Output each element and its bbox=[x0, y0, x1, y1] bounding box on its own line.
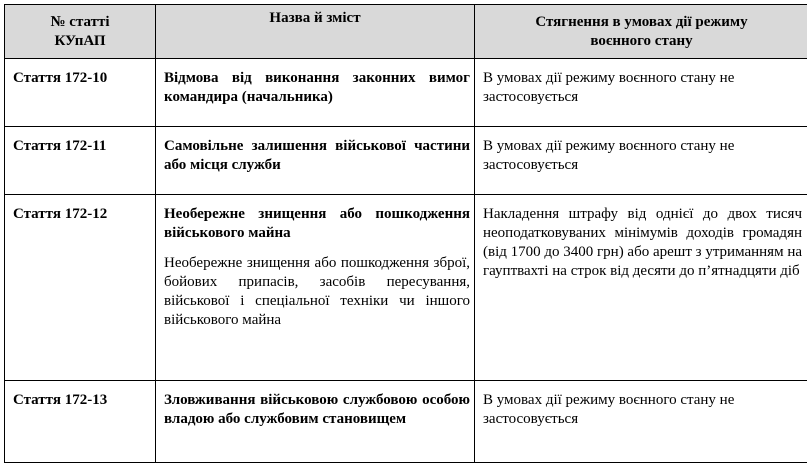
header-name-label: Назва й зміст bbox=[269, 10, 361, 26]
header-article-label: № статті КУпАП bbox=[50, 13, 110, 49]
article-title: Необережне знищення або пошкодження військового майна bbox=[164, 206, 470, 241]
table-row bbox=[5, 195, 807, 381]
table-row bbox=[5, 127, 807, 195]
article-penalty: В умовах дії режиму воєнного стану не застосовується bbox=[475, 127, 807, 195]
article-description: Необережне знищення або пошкодження зброї, бойових припасів, засобів пересування, військової і спеціальної техніки чи іншого військового майна bbox=[164, 255, 470, 328]
article-title: Зловживання військовою службовою особою владою або службовим становищем bbox=[164, 392, 470, 427]
header-penalty-label: Стягнення в умовах дії режиму воєнного стану bbox=[535, 13, 748, 49]
article-content bbox=[156, 59, 475, 127]
article-penalty: Накладення штрафу від однієї до двох тисяч неоподатковуваних мінімумів доходів громадян (від 1700 до 3400 грн) або арешт з утриманням на гауптвахті на строк від десяти до п’ятнадцяти діб bbox=[475, 195, 807, 381]
article-number: Стаття 172-11 bbox=[5, 127, 156, 195]
table-row bbox=[5, 59, 807, 127]
header-row bbox=[5, 5, 807, 59]
article-number: Стаття 172-13 bbox=[5, 381, 156, 463]
table-row bbox=[5, 381, 807, 463]
article-content bbox=[156, 127, 475, 195]
header-name bbox=[156, 5, 475, 59]
header-article bbox=[5, 5, 156, 59]
header-penalty bbox=[475, 5, 807, 59]
article-number: Стаття 172-12 bbox=[5, 195, 156, 381]
article-title: Відмова від виконання законних вимог командира (начальника) bbox=[164, 70, 470, 105]
articles-table bbox=[4, 4, 807, 463]
article-title: Самовільне залишення військової частини або місця служби bbox=[164, 138, 470, 173]
article-number: Стаття 172-10 bbox=[5, 59, 156, 127]
article-content bbox=[156, 381, 475, 463]
article-penalty: В умовах дії режиму воєнного стану не застосовується bbox=[475, 381, 807, 463]
article-content bbox=[156, 195, 475, 381]
article-penalty: В умовах дії режиму воєнного стану не застосовується bbox=[475, 59, 807, 127]
